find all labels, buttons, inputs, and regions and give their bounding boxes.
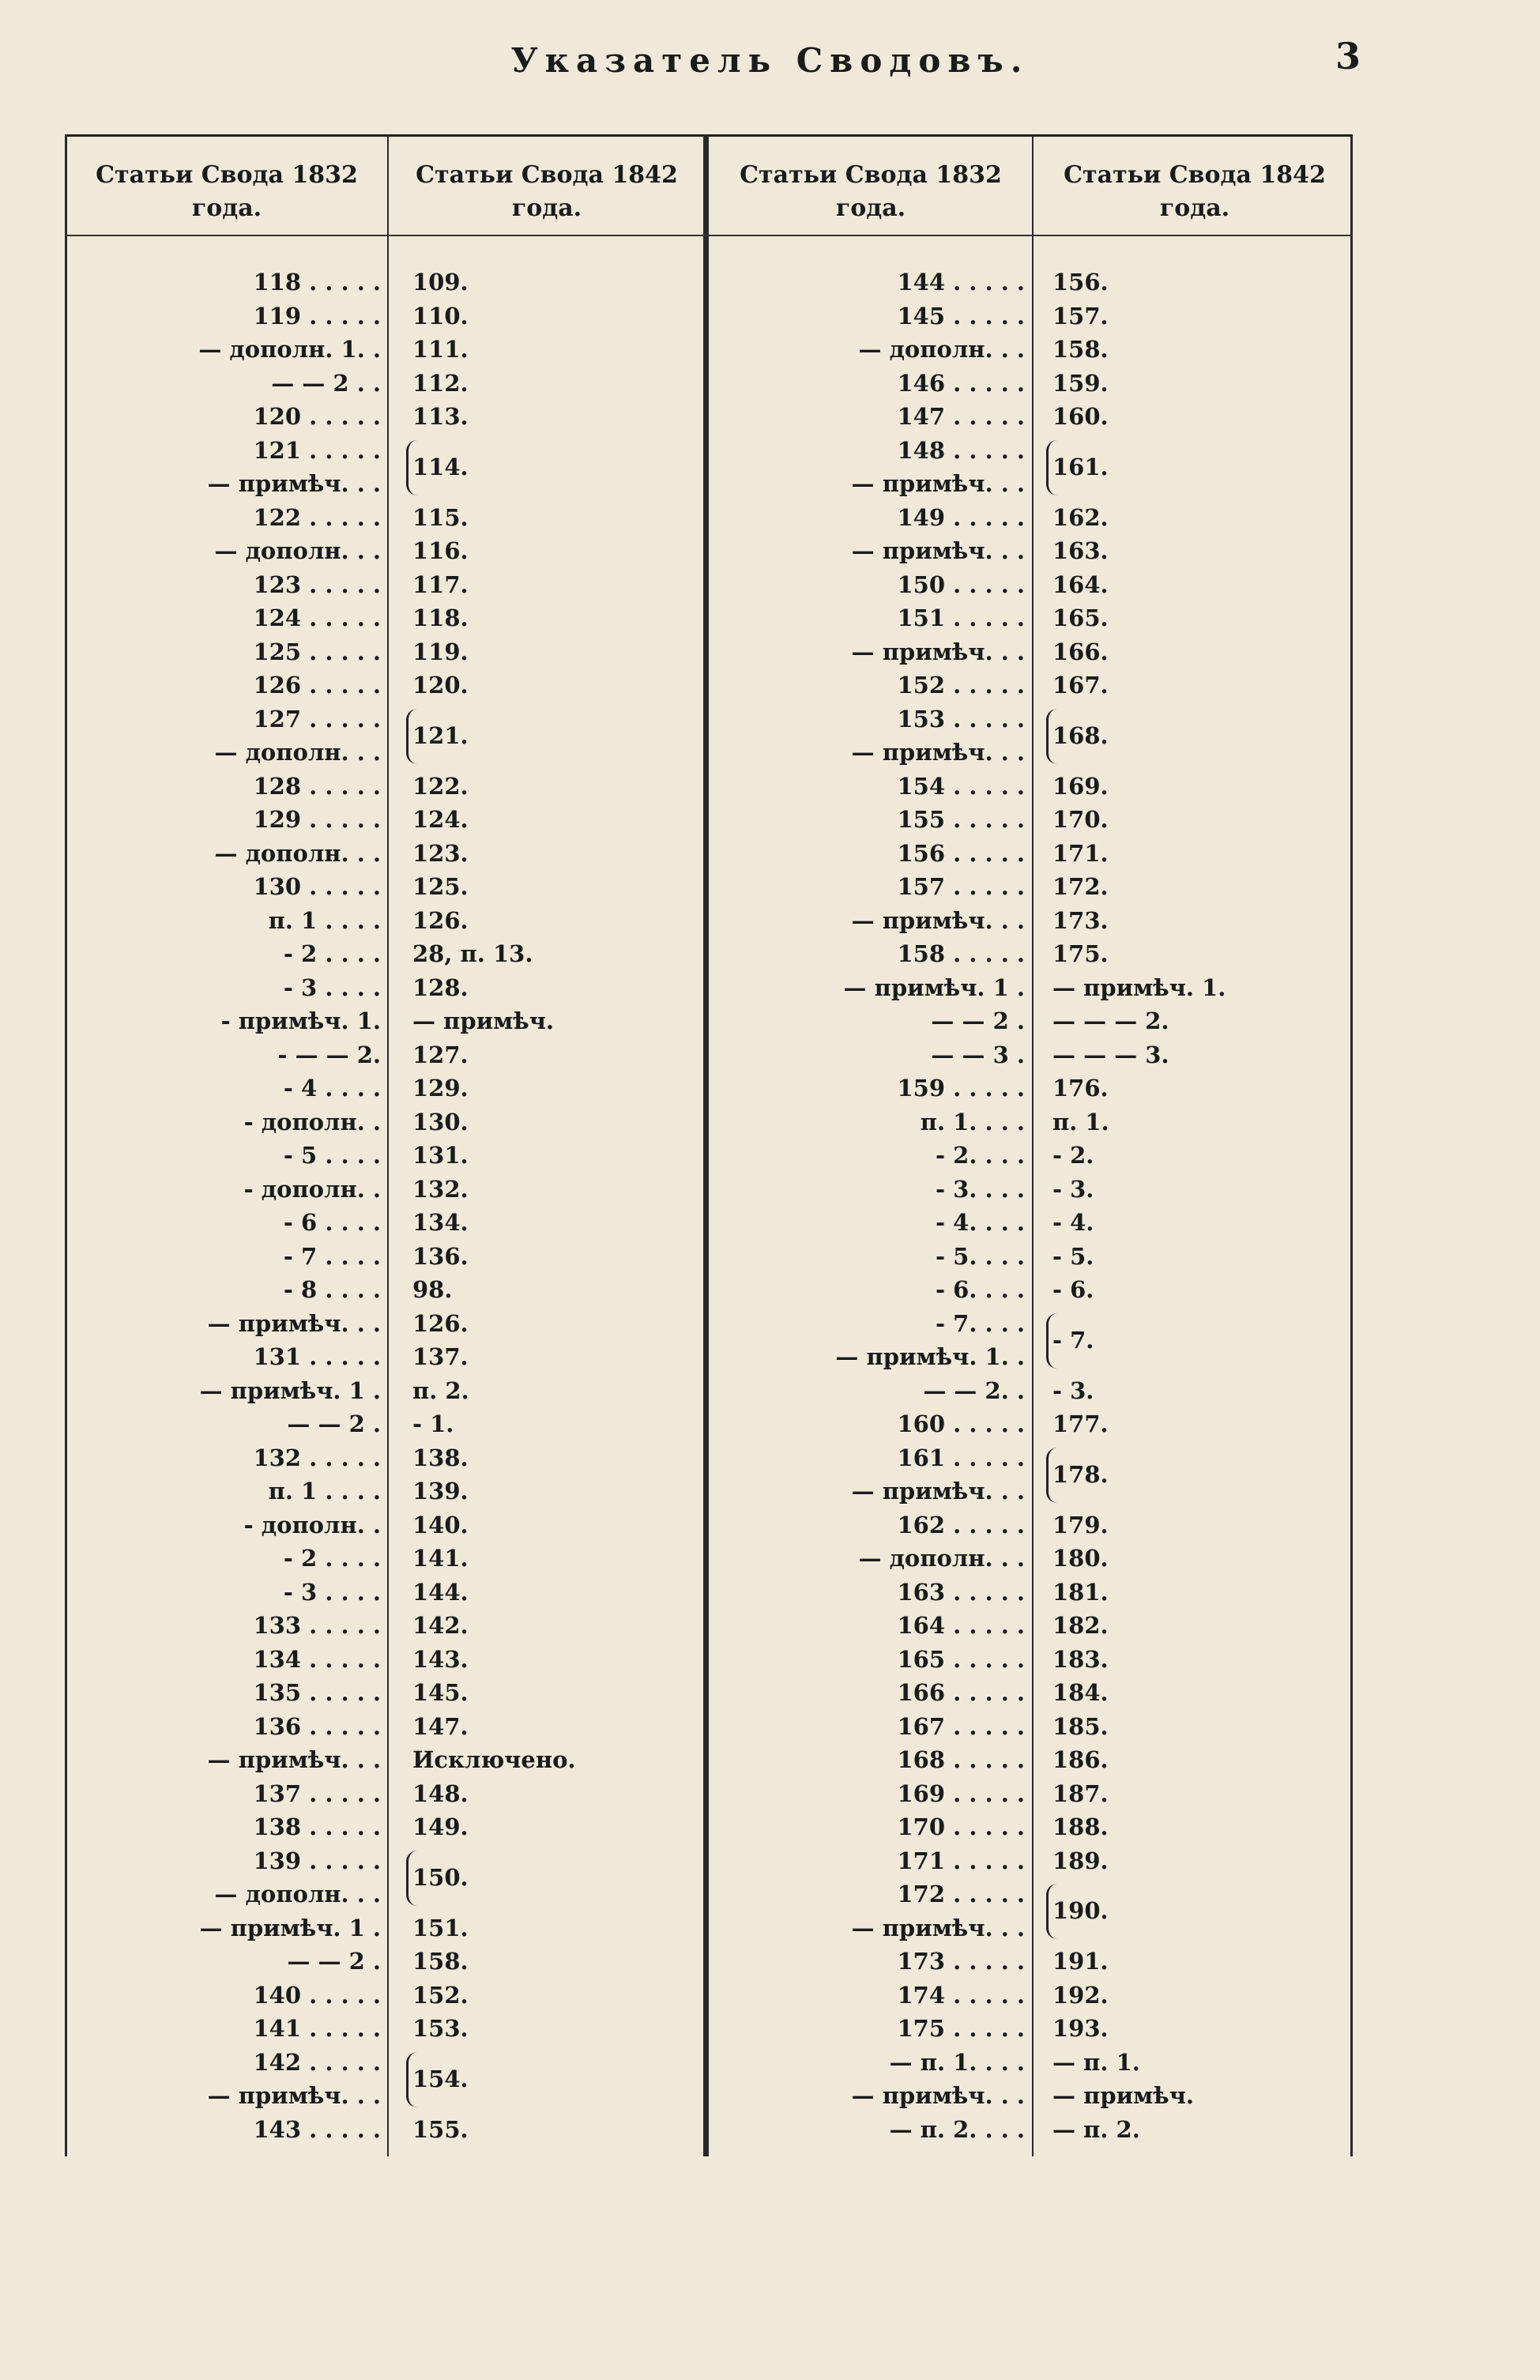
brace-mark — [406, 440, 420, 495]
table-cell: 174 . . . . . — [897, 1981, 1025, 2009]
table-cell: 130. — [412, 1108, 469, 1135]
table-cell: - 7 . . . . — [283, 1242, 381, 1270]
table-cell: — дополн. . . — [214, 537, 381, 564]
table-cell: 159. — [1052, 369, 1109, 397]
table-cell: — дополн. 1. . — [198, 336, 381, 363]
table-cell: 165. — [1052, 604, 1109, 631]
table-cell: 131. — [412, 1142, 469, 1169]
table-cell: 192. — [1052, 1981, 1109, 2009]
table-cell: 191. — [1052, 1948, 1109, 1975]
table-cell: 126. — [412, 1309, 469, 1337]
table-cell: 156. — [1052, 269, 1109, 296]
table-cell: - 6 . . . . — [283, 1209, 381, 1236]
table-cell: 140. — [412, 1511, 469, 1538]
table-cell: 153. — [412, 2015, 469, 2042]
table-cell: - 6. — [1052, 1276, 1094, 1303]
table-cell: 159 . . . . . — [897, 1075, 1025, 1102]
table-cell: — примѣч. . . — [851, 739, 1025, 766]
table-cell: 121. — [412, 721, 469, 749]
table-cell: 28, п. 13. — [412, 940, 533, 967]
table-cell: 128. — [412, 973, 469, 1001]
table-cell: - — — 2. — [277, 1041, 381, 1068]
table-cell: 164 . . . . . — [897, 1612, 1025, 1639]
table-cell: 172 . . . . . — [897, 1881, 1025, 1907]
table-cell: - дополн. . — [243, 1108, 381, 1135]
table-cell: — — — 3. — [1052, 1041, 1169, 1068]
table-cell: 148 . . . . . — [897, 436, 1025, 464]
table-cell: — примѣч. . . — [207, 2082, 381, 2109]
table-cell: 168. — [1052, 721, 1109, 749]
table-cell: — примѣч. — [412, 1007, 555, 1034]
brace-mark — [1046, 709, 1060, 764]
table-cell: 164. — [1052, 571, 1109, 598]
column-divider — [387, 137, 389, 2156]
table-cell: 137 . . . . . — [253, 1779, 381, 1807]
table-cell: 149. — [412, 1813, 469, 1840]
table-cell: 122 . . . . . — [253, 503, 381, 531]
table-cell: п. 1 . . . . — [268, 906, 381, 934]
table-cell: 173. — [1052, 906, 1109, 934]
table-cell: — п. 1. — [1052, 2048, 1140, 2076]
table-cell: - 3. . . . — [936, 1175, 1025, 1203]
header-right-1842: Статьи Свода 1842 года. — [1064, 161, 1326, 222]
table-cell: 167. — [1052, 672, 1109, 699]
table-cell: 119. — [412, 638, 469, 665]
table-cell: 110. — [412, 302, 469, 330]
table-cell: 125 . . . . . — [253, 638, 381, 665]
table-cell: — дополн. . . — [214, 739, 381, 766]
table-cell: 147. — [412, 1712, 469, 1740]
table-cell: 119 . . . . . — [253, 302, 381, 330]
table-cell: 170 . . . . . — [897, 1813, 1025, 1840]
table-cell: - 7. . . . — [936, 1309, 1025, 1337]
table-cell: 175. — [1052, 940, 1109, 967]
table-cell: - 3. — [1052, 1175, 1094, 1203]
table-cell: — — 2. . — [923, 1376, 1025, 1404]
table-cell: — дополн. . . — [214, 839, 381, 867]
table-cell: - 6. . . . — [936, 1276, 1025, 1303]
table-cell: — примѣч. 1 . — [199, 1376, 381, 1404]
table-cell: 129 . . . . . — [253, 806, 381, 833]
table-cell: - примѣч. 1. — [220, 1007, 381, 1034]
table-cell: — примѣч. . . — [851, 1914, 1025, 1941]
brace-mark — [1046, 1448, 1060, 1503]
table-cell: 167 . . . . . — [897, 1712, 1025, 1740]
table-cell: - 1. — [412, 1410, 454, 1437]
table-cell: - 3 . . . . — [283, 973, 381, 1001]
table-cell: 158 . . . . . — [897, 940, 1025, 967]
table-cell: 115. — [412, 503, 469, 531]
table-cell: 155. — [412, 2115, 469, 2143]
table-cell: 113. — [412, 403, 469, 430]
table-cell: — п. 2. . . . — [889, 2115, 1025, 2143]
table-cell: 111. — [412, 336, 469, 363]
table-cell: 148. — [412, 1779, 469, 1807]
table-cell: - 5 . . . . — [283, 1142, 381, 1169]
table-cell: 120 . . . . . — [253, 403, 381, 430]
table-cell: 117. — [412, 571, 469, 598]
table-cell: 182. — [1052, 1612, 1109, 1639]
table-cell: 133 . . . . . — [253, 1612, 381, 1639]
brace-mark — [406, 1851, 420, 1906]
table-cell: 150 . . . . . — [897, 571, 1025, 598]
table-cell: — примѣч. . . — [851, 537, 1025, 564]
table-cell: — примѣч. 1. — [1052, 973, 1226, 1001]
table-border-left — [65, 137, 67, 2156]
table-cell: - 2 . . . . — [283, 940, 381, 967]
table-cell: 186. — [1052, 1746, 1109, 1773]
table-cell: п. 1 . . . . — [268, 1478, 381, 1504]
table-cell: - 5. — [1052, 1242, 1094, 1270]
table-cell: 126. — [412, 906, 469, 934]
table-cell: — п. 2. — [1052, 2115, 1140, 2143]
header-left-1832: Статьи Свода 1832 года. — [96, 161, 358, 222]
table-cell: 158. — [412, 1948, 469, 1975]
brace-mark — [1046, 1884, 1060, 1939]
table-cell: 179. — [1052, 1511, 1109, 1538]
table-cell: — примѣч. . . — [207, 470, 381, 497]
table-cell: 188. — [1052, 1813, 1109, 1840]
table-cell: - 5. . . . — [936, 1242, 1025, 1270]
table-cell: 141 . . . . . — [253, 2015, 381, 2042]
header-left-1842: Статьи Свода 1842 года. — [416, 161, 678, 222]
table-cell: 185. — [1052, 1712, 1109, 1740]
table-cell: 153 . . . . . — [897, 705, 1025, 732]
table-cell: 156 . . . . . — [897, 839, 1025, 867]
table-cell: 149 . . . . . — [897, 503, 1025, 531]
table-cell: 137. — [412, 1343, 469, 1370]
table-cell: 150. — [412, 1863, 469, 1891]
table-cell: — — 2 . — [931, 1007, 1025, 1034]
table-cell: 189. — [1052, 1847, 1109, 1874]
table-cell: 151. — [412, 1914, 469, 1941]
table-cell: 127 . . . . . — [253, 705, 381, 732]
table-cell: 124 . . . . . — [253, 604, 381, 631]
table-cell: 98. — [412, 1276, 453, 1303]
table-cell: 163. — [1052, 537, 1109, 564]
table-cell: — — — 2. — [1052, 1007, 1169, 1034]
table-cell: 181. — [1052, 1578, 1109, 1606]
table-cell: 134 . . . . . — [253, 1645, 381, 1673]
table-cell: 170. — [1052, 806, 1109, 833]
table-cell: п. 2. — [412, 1376, 469, 1404]
table-cell: - 7. — [1052, 1326, 1094, 1354]
table-cell: 145. — [412, 1679, 469, 1706]
table-border-right — [1350, 137, 1353, 2156]
table-cell: — примѣч. 1. . — [835, 1343, 1025, 1370]
table-cell: 139. — [412, 1478, 469, 1504]
concordance-table — [65, 134, 1353, 2156]
table-cell: 147 . . . . . — [897, 403, 1025, 430]
table-cell: 138 . . . . . — [253, 1813, 381, 1840]
table-cell: 118. — [412, 604, 469, 631]
table-cell: - 8 . . . . — [283, 1276, 381, 1303]
table-cell: 123 . . . . . — [253, 571, 381, 598]
center-divider — [703, 137, 709, 2156]
brace-mark — [406, 709, 420, 764]
table-cell: — примѣч. . . — [851, 2082, 1025, 2109]
table-cell: 142. — [412, 1612, 469, 1639]
table-cell: 125. — [412, 873, 469, 900]
table-cell: 152. — [412, 1981, 469, 2009]
table-cell: - дополн. . — [243, 1175, 381, 1203]
table-cell: — примѣч. . . — [851, 1478, 1025, 1504]
table-cell: 187. — [1052, 1779, 1109, 1807]
table-cell: 154 . . . . . — [897, 772, 1025, 800]
table-cell: 165 . . . . . — [897, 1645, 1025, 1673]
table-cell: 154. — [412, 2065, 469, 2092]
table-cell: 152 . . . . . — [897, 672, 1025, 699]
table-cell: 180. — [1052, 1545, 1109, 1572]
table-cell: 163 . . . . . — [897, 1578, 1025, 1606]
brace-mark — [1046, 440, 1060, 495]
table-cell: 190. — [1052, 1897, 1109, 1925]
table-cell: 112. — [412, 369, 469, 397]
table-cell: — примѣч. 1 . — [843, 973, 1025, 1001]
table-cell: 160 . . . . . — [897, 1410, 1025, 1437]
table-cell: 135 . . . . . — [253, 1679, 381, 1706]
table-cell: 146 . . . . . — [897, 369, 1025, 397]
table-cell: — примѣч. . . — [851, 470, 1025, 497]
table-cell: 155 . . . . . — [897, 806, 1025, 833]
table-cell: 184. — [1052, 1679, 1109, 1706]
table-cell: — примѣч. . . — [207, 1309, 381, 1337]
table-cell: 128 . . . . . — [253, 772, 381, 800]
table-cell: 151 . . . . . — [897, 604, 1025, 631]
table-cell: — — 2 . — [287, 1410, 381, 1437]
table-cell: 168 . . . . . — [897, 1746, 1025, 1773]
table-cell: - 2. . . . — [936, 1142, 1025, 1169]
table-cell: - 4. — [1052, 1209, 1094, 1236]
table-cell: 114. — [412, 453, 469, 480]
table-cell: 118 . . . . . — [253, 269, 381, 296]
table-cell: 160. — [1052, 403, 1109, 430]
table-cell: 123. — [412, 839, 469, 867]
table-cell: 132 . . . . . — [253, 1444, 381, 1471]
table-cell: 178. — [1052, 1460, 1109, 1488]
table-cell: 136. — [412, 1242, 469, 1270]
table-cell: 166. — [1052, 638, 1109, 665]
table-cell: 140 . . . . . — [253, 1981, 381, 2009]
table-cell: 124. — [412, 806, 469, 833]
table-cell: — примѣч. . . — [207, 1746, 381, 1773]
table-cell: — примѣч. 1 . — [199, 1914, 381, 1941]
table-cell: 130 . . . . . — [253, 873, 381, 900]
header-right-1832: Статьи Свода 1832 года. — [740, 161, 1002, 222]
header-rule — [65, 235, 1353, 236]
table-cell: 175 . . . . . — [897, 2015, 1025, 2042]
table-cell: 172. — [1052, 873, 1109, 900]
table-cell: - 4. . . . — [936, 1209, 1025, 1236]
table-cell: 127. — [412, 1041, 469, 1068]
table-cell: - 3 . . . . — [283, 1578, 381, 1606]
table-cell: 126 . . . . . — [253, 672, 381, 699]
table-cell: 169 . . . . . — [897, 1779, 1025, 1807]
table-cell: — дополн. . . — [214, 1881, 381, 1907]
table-cell: 177. — [1052, 1410, 1109, 1437]
table-cell: - 2 . . . . — [283, 1545, 381, 1572]
table-cell: 129. — [412, 1075, 469, 1102]
table-cell: 193. — [1052, 2015, 1109, 2042]
table-cell: п. 1. — [1052, 1108, 1109, 1135]
table-cell: 139 . . . . . — [253, 1847, 381, 1874]
table-cell: 162 . . . . . — [897, 1511, 1025, 1538]
table-cell: — — 2 . — [287, 1948, 381, 1975]
table-cell: 120. — [412, 672, 469, 699]
table-cell: 131 . . . . . — [253, 1343, 381, 1370]
table-cell: 157 . . . . . — [897, 873, 1025, 900]
table-cell: 134. — [412, 1209, 469, 1236]
table-cell: 121 . . . . . — [253, 436, 381, 464]
table-cell: - дополн. . — [243, 1511, 381, 1538]
table-cell: — п. 1. . . . — [889, 2048, 1025, 2076]
table-cell: 109. — [412, 269, 469, 296]
brace-mark — [1046, 1313, 1060, 1369]
page-number: 3 — [1335, 35, 1361, 77]
table-cell: 176. — [1052, 1075, 1109, 1102]
table-cell: Исключено. — [412, 1746, 576, 1773]
table-cell: — дополн. . . — [858, 1545, 1025, 1572]
table-cell: 132. — [412, 1175, 469, 1203]
table-cell: 122. — [412, 772, 469, 800]
table-cell: — — 2 . . — [271, 369, 381, 397]
brace-mark — [406, 2052, 420, 2107]
table-cell: 143. — [412, 1645, 469, 1673]
table-cell: 171. — [1052, 839, 1109, 867]
table-cell: - 3. — [1052, 1376, 1094, 1404]
table-cell: 183. — [1052, 1645, 1109, 1673]
table-cell: 136 . . . . . — [253, 1712, 381, 1740]
table-cell: 161. — [1052, 453, 1109, 480]
table-cell: — примѣч. — [1052, 2082, 1195, 2109]
table-cell: 143 . . . . . — [253, 2115, 381, 2143]
table-cell: 166 . . . . . — [897, 1679, 1025, 1706]
table-cell: 144. — [412, 1578, 469, 1606]
table-cell: 173 . . . . . — [897, 1948, 1025, 1975]
table-cell: — дополн. . . — [858, 336, 1025, 363]
table-cell: - 2. — [1052, 1142, 1094, 1169]
table-cell: 142 . . . . . — [253, 2048, 381, 2076]
table-cell: - 4 . . . . — [283, 1075, 381, 1102]
table-cell: 158. — [1052, 336, 1109, 363]
column-divider — [1032, 137, 1034, 2156]
table-cell: 144 . . . . . — [897, 269, 1025, 296]
table-cell: — примѣч. . . — [851, 906, 1025, 934]
table-cell: — примѣч. . . — [851, 638, 1025, 665]
page-title: Указатель Сводовъ. — [510, 41, 1030, 80]
table-cell: 171 . . . . . — [897, 1847, 1025, 1874]
table-cell: 161 . . . . . — [897, 1444, 1025, 1471]
table-cell: 138. — [412, 1444, 469, 1471]
table-cell: 116. — [412, 537, 469, 564]
table-cell: п. 1. . . . — [920, 1108, 1025, 1135]
table-cell: 141. — [412, 1545, 469, 1572]
table-cell: 145 . . . . . — [897, 302, 1025, 330]
table-cell: 162. — [1052, 503, 1109, 531]
table-cell: — — 3 . — [931, 1041, 1025, 1068]
table-cell: 157. — [1052, 302, 1109, 330]
table-cell: 169. — [1052, 772, 1109, 800]
